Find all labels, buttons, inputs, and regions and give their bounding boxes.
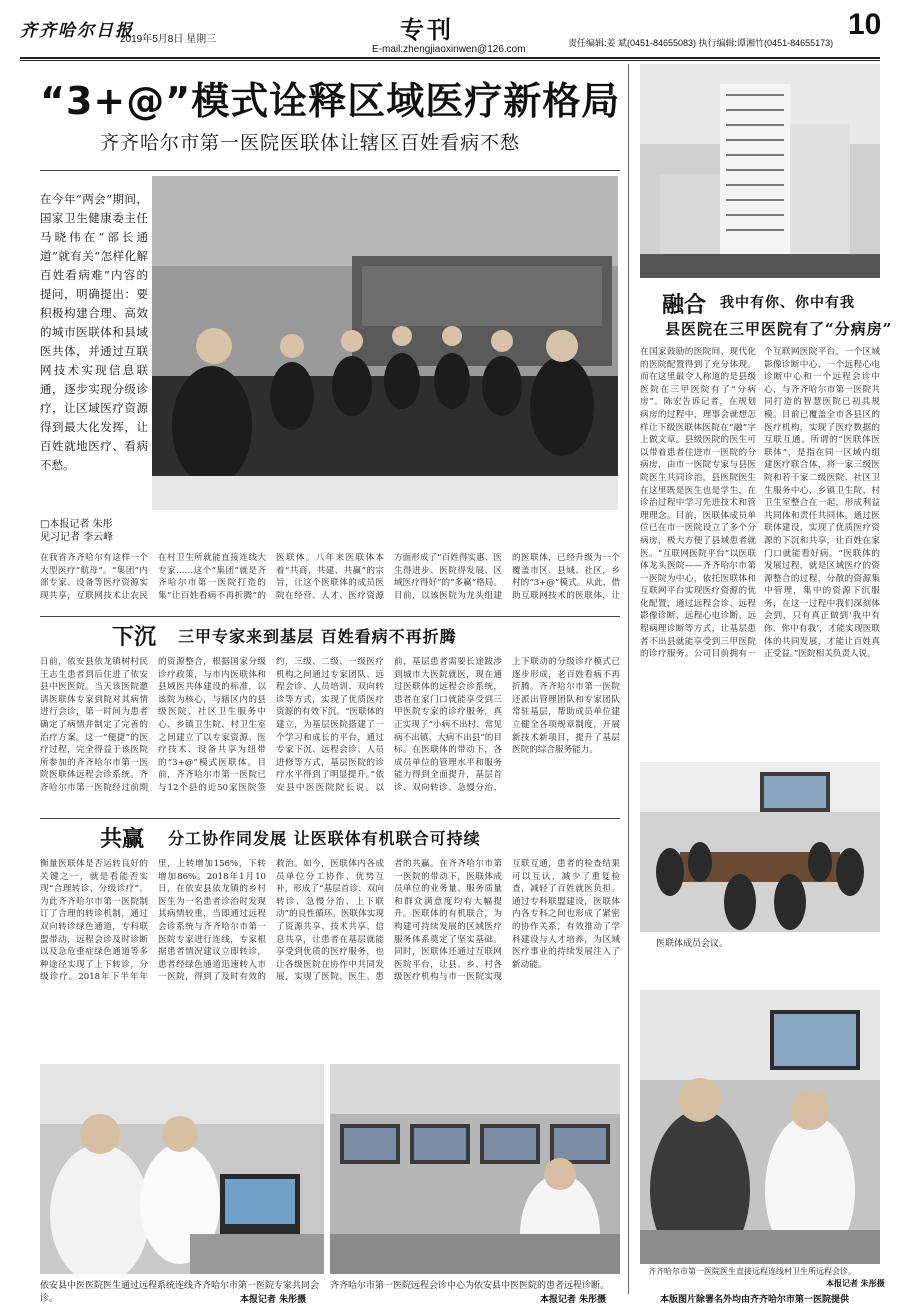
caption-right-mid: 医联体成员会议。: [656, 939, 729, 949]
section-divider-xiachen: [40, 616, 620, 617]
section-kicker-xiachen: 下沉: [112, 624, 157, 650]
credit-mid: 本报记者 朱彤摄: [540, 1295, 607, 1305]
lead-text: 在我省齐齐哈尔有这样一个大型医疗“航母”。“集团”内部专家、设备等医疗资源实现共享，互联网技术让农民在村卫生所就能直接连线大专家……这个“集团”就是齐齐哈尔市第一医院打造的集“让百姓看病不再折腾”的医联体。八年来医联体本着“共商、共建、共赢”的宗旨，让这个医联体的成员医院在经营、人才、医疗资源方面形成了“百姓得实惠、医生得进步、医院得发展、区域医疗得好”的“多赢”格局。目前，以该医院为龙头组建的医联体，已经升级为一个覆盖市区、县域、社区，乡村的“3+@”模式。从此，借助互联网技术的医联体，让: [40, 553, 620, 601]
section-text-xiachen: 日前，依安县依龙镇树村民王志生患者到后住进了依安县中医医院。当天该医院邀请医联体专家到院对其病情进行会诊，第一时间为患者确定了病情并制定了完善的治疗方案。这一“便捷”的医疗过程，完全得益于该医院所参加的齐齐哈尔市第一医院医联体远程会诊系统。齐齐哈尔市第一医院经过前期的资源整合，根据国家分级诊疗政策，与市内医联体和县域医共体建设的标准，以该院为核心，与辖区内的县级医院、社区卫生服务中心、乡镇卫生院、村卫生室之间建立了以专家资源、医疗技术、设备共享为纽带的“3+@”模式医联体。目前，齐齐哈尔市第一医院已与12个县的近50家医院签约，三级、二级、一级医疗机构之间通过专家团队、远程会诊、人员培训、双向转诊等方式，实现了优质医疗资源的有效下沉。“医联体的建立，为基层医院搭建了一个学习和成长的平台，通过专家下沉、远程会诊、人员进修等方式，基层医院的诊疗水平得到了明显提升。”依安县中医医院院长说。以前，基层患者需要长途跋涉到城市大医院就医，现在通过医联体的远程会诊系统，患者在家门口就能享受到三甲医院专家的诊疗服务，真正实现了“小病不出村、常见病不出镇、大病不出县”的目标。在医联体的带动下，各成员单位的管理水平和服务能力得到全面提升，基层首诊、双向转诊、急慢分治、上下联动的分级诊疗模式已逐步形成，老百姓看病不再折腾。齐齐哈尔市第一医院还派出管理团队和专家团队常驻基层，帮助成员单位建立健全各项规章制度，开展新技术新项目，提升了基层医院的综合服务能力。: [40, 657, 620, 793]
section-text-ronghe: 在国家鼓励的医院间、现代化的医院配置得到了充分体现。而在这里最令人称道的是县级医院在三甲医院有了“分病房”。陈宏告诉记者，在规划病房的过程中，理事会就想怎样让下级医联体医院在“融”字上做文章。县级医院的医生可以带着患者住进市一医院的分病房，由市一医院专家与县医院医生共同诊治，县医院医生在这里既是医生也是学生，在诊治过程中学习先进技术和管理理念。目前，医联体成员单位已在市一医院设立了多个分病房，极大方便了县域患者就医。“互联网医院平台”以医联体龙头医院——齐齐哈尔市第一医院为中心，依托医联体和互联网平台实现医疗资源的优化配置，通过远程会诊、远程影像诊断、远程心电诊断、远程病理诊断等方式，让基层患者不出县就能享受到三甲医院的诊疗服务。公司目前拥有一个互联网医院平台，一个区域影像诊断中心、一个远程心电诊断中心和一个远程会诊中心，与齐齐哈尔市第一医院共同打造的智慧医院已初具规模。目前已覆盖全市各县区的医疗机构，实现了医疗数据的互联互通。所谓的“医联体医联体”，是指在同一区域内组建医疗联合体，将一家三级医院和若干家二级医院、社区卫生服务中心、乡镇卫生院、村卫生室整合在一起，形成利益共同体和责任共同体。通过医联体建设，实现了优质医疗资源的下沉和共享，让百姓在家门口就能看好病。“医联体的发展过程，就是区域医疗的资源整合的过程，分散的资源集中管理，集中的资源下沉服务，在这一过程中我们深刻体会到，只有真正做到‘我中有你、你中有我’，才能实现医联体的共同发展，才能让百姓真正受益。”医院相关负责人说。: [640, 347, 880, 660]
meeting-room-photo: [640, 762, 880, 932]
caption-left: 依安县中医医院医生通过远程系统连线齐齐哈尔市第一医院专家共同会诊。: [40, 1281, 320, 1304]
byline: □本报记者 朱彤 见习记者 李云峰: [40, 519, 114, 543]
section-kicker-gongying: 共赢: [100, 826, 145, 852]
main-headline: “3+@”模式诠释区域医疗新格局: [40, 79, 621, 123]
column-divider: [628, 64, 629, 1294]
village-clinic-photo: [640, 990, 880, 1264]
consult-center-photo: [330, 1064, 620, 1274]
editors-line: 责任编辑:姜 斌(0451-84655083) 执行编辑:谭湘竹(0451-84655173): [568, 38, 834, 48]
section-text-gongying: 衡量医联体是否运转良好的关键之一，就是看能否实现“合理转诊、分级诊疗”。为此齐齐哈尔市第一医院制订了合理的转诊机制，通过双向转诊绿色通道，专科联盟带动，远程会诊及时诊断以及急危重症绿色通道等多种途径实现了上下转诊，分级诊疗。2018年下半年年里，上转增加156%，下转增加86%。2018年1月10日，在依安县依龙镇的乡村医生为一名患者诊治时发现其病情较重，当即通过远程会诊系统与齐齐哈尔市第一医院专家进行连线，专家根据患者情况建议立即转诊，患者经绿色通道迅速转入市一医院，得到了及时有效的救治。如今，医联体内各成员单位分工协作、优势互补，形成了“基层首诊、双向转诊、急慢分治、上下联动”的良性循环。医联体实现了资源共享、技术共享、信息共享，让患者在基层就能享受到优质的医疗服务，也让各级医院在协作中共同发展，实现了医院、医生、患者的共赢。在齐齐哈尔市第一医院的带动下，医联体成员单位的业务量、服务质量和群众满意度均有大幅提升。医联体的有机联合，为构建可持续发展的区域医疗服务体系奠定了坚实基础。同时，医联体还通过互联网医院平台，让县、乡、村各级医疗机构与市一医院实现互联互通，患者的检查结果可以互认，减少了重复检查，减轻了百姓就医负担。通过专科联盟建设，医联体内各专科之间也形成了紧密的协作关系，有效推动了学科建设与人才培养，为区域医疗事业的持续发展注入了新动能。: [40, 859, 620, 983]
credit-right: 本报记者 朱彤摄: [826, 1279, 885, 1288]
intro-paragraph: 在今年“两会”期间，国家卫生健康委主任马晓伟在“部长通道”就有关“怎样化解百姓看病难”内容的提问，明确提出：要积极构建合理、高效的城市医联体和县域医共体，并通过互联网技术实现信息联通，逐步实现分级诊疗，让区域医疗资源得到最大化发挥，让百姓就地医疗、看病不愁。: [40, 192, 148, 472]
hospital-building-photo: [640, 64, 880, 278]
header-rule: [20, 57, 880, 59]
meeting-photo: [152, 176, 618, 510]
main-subheadline: 齐齐哈尔市第一医院医联体让辖区百姓看病不愁: [100, 132, 521, 154]
credit-left: 本报记者 朱彤摄: [240, 1295, 307, 1305]
column-title: 专刊: [400, 15, 454, 44]
header-rule-thin: [20, 60, 880, 61]
column-email: E-mail:zhengjiaoxinwen@126.com: [372, 44, 526, 55]
page-footer-note: 本版图片除署名外均由齐齐哈尔市第一医院提供: [660, 1295, 850, 1305]
headline-divider: [40, 170, 620, 171]
section-title-ronghe-2: 县医院在三甲医院有了“分病房”: [665, 320, 893, 338]
caption-mid: 齐齐哈尔市第一医院远程会诊中心为依安县中医医院的患者远程诊断。: [330, 1281, 610, 1291]
remote-consult-photo: [40, 1064, 324, 1274]
masthead: 齐齐哈尔日报: [20, 21, 134, 41]
section-title-gongying: 分工协作同发展 让医联体有机联合可持续: [168, 829, 481, 848]
section-divider-gongying: [40, 818, 620, 819]
section-title-xiachen: 三甲专家来到基层 百姓看病不再折腾: [178, 627, 457, 646]
section-title-ronghe-1: 我中有你、你中有我: [720, 295, 855, 311]
caption-right-bottom: 齐齐哈尔市第一医院医生直接远程连线村卫生所远程会诊。: [648, 1267, 856, 1276]
issue-date: 2019年5月8日 星期三: [120, 34, 217, 45]
page-number: 10: [848, 8, 882, 41]
section-kicker-ronghe: 融合: [662, 292, 707, 318]
